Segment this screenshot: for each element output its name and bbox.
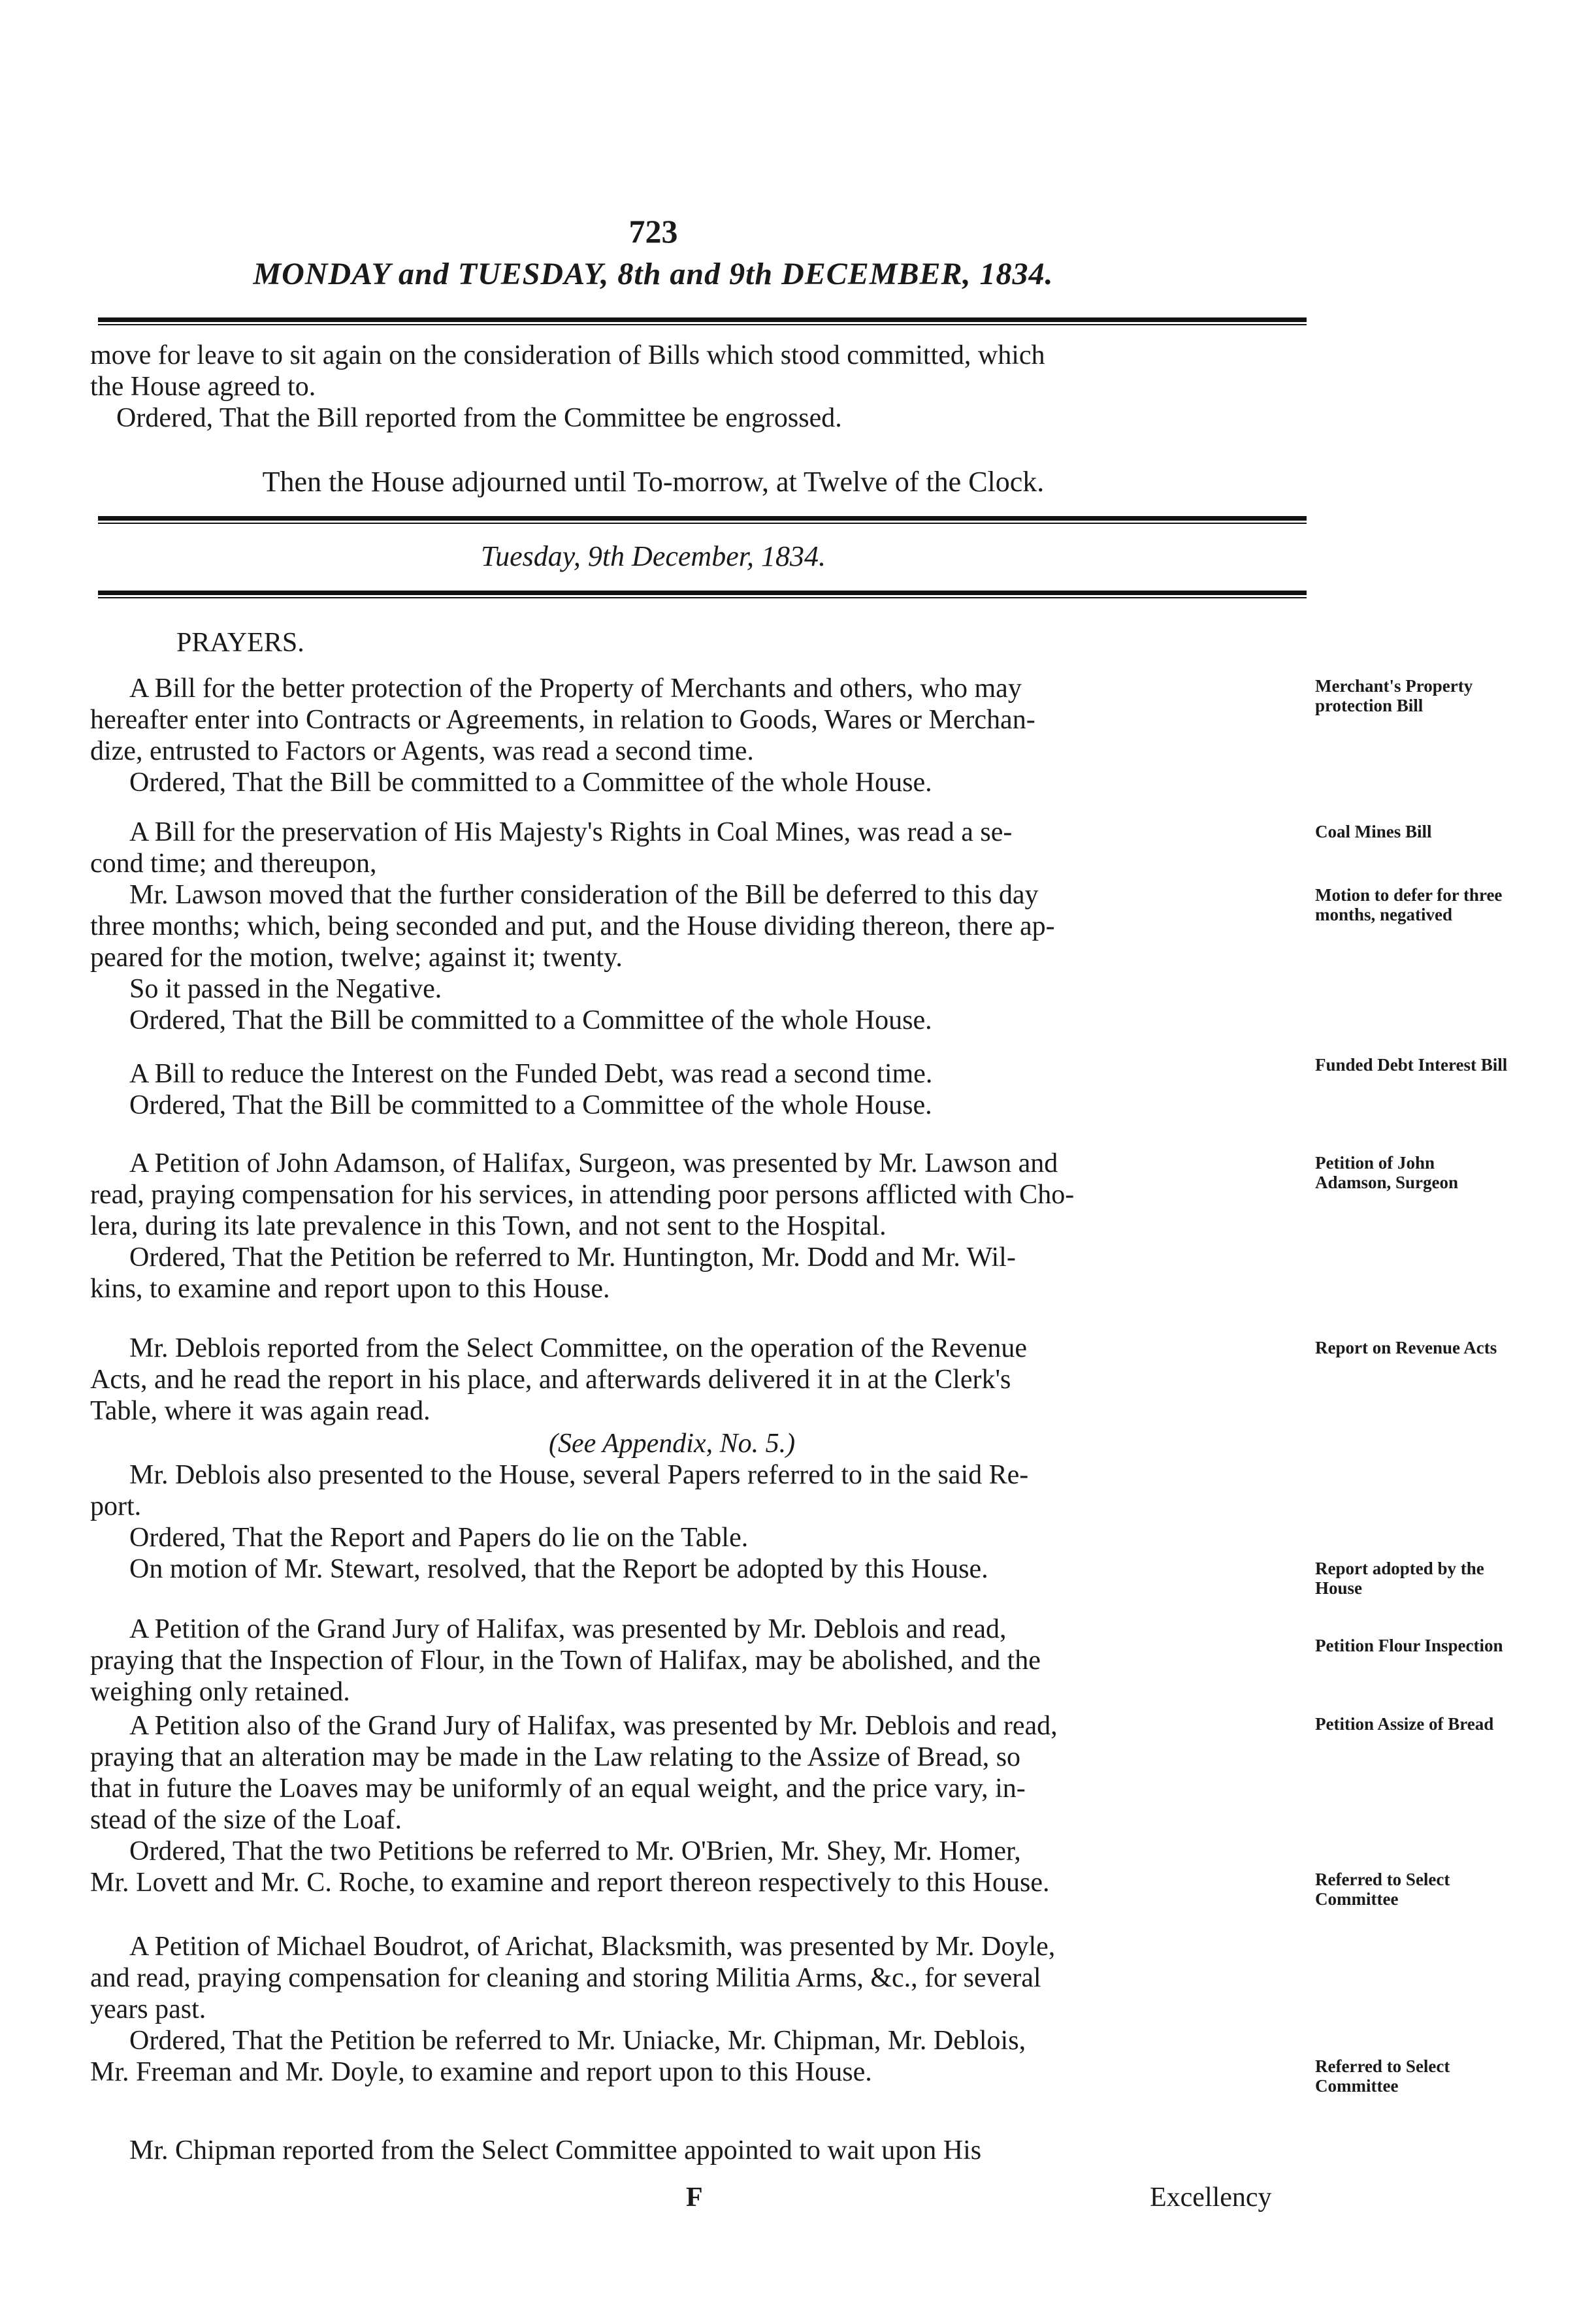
section-rule (98, 591, 1307, 598)
text-line: three months; which, being seconded and put, and the House dividing thereon, there ap- (90, 911, 1055, 941)
running-header: MONDAY and TUESDAY, 8th and 9th DECEMBER, 1834. (253, 257, 1054, 291)
text-line: stead of the size of the Loaf. (90, 1805, 402, 1835)
text-line: A Bill for the better protection of the Property of Merchants and others, who may (129, 673, 1022, 704)
text-line: praying that an alteration may be made in the Law relating to the Assize of Bread, so (90, 1742, 1021, 1772)
appendix-reference: (See Appendix, No. 5.) (549, 1429, 796, 1459)
paragraph-merchant-bill (90, 673, 1302, 798)
text-line: So it passed in the Negative. (129, 974, 442, 1004)
text-line: hereafter enter into Contracts or Agreements, in relation to Goods, Wares or Merchan- (90, 705, 1035, 735)
margin-note: Petition Assize of Bread (1315, 1714, 1494, 1734)
text-line: the House agreed to. (90, 372, 316, 402)
text-line: Mr. Chipman reported from the Select Committee appointed to wait upon His (129, 2135, 982, 2165)
paragraph-adamson (90, 1148, 1302, 1305)
text-line: Mr. Lovett and Mr. C. Roche, to examine and report thereon respectively to this House. (90, 1868, 1050, 1898)
bread-block (90, 1710, 1302, 1898)
text-line: that in future the Loaves may be uniformly of an equal weight, and the price vary, in- (90, 1774, 1026, 1804)
paragraph-funded-debt (90, 1058, 1302, 1121)
signature-mark: F (686, 2182, 703, 2213)
text-line: kins, to examine and report upon to this House. (90, 1274, 610, 1304)
top-block (90, 340, 1302, 434)
text-line: port. (90, 1491, 142, 1521)
text-line: Ordered, That the Petition be referred to Mr. Huntington, Mr. Dodd and Mr. Wil- (129, 1242, 1016, 1273)
page-number: 723 (628, 213, 678, 250)
text-line: A Petition also of the Grand Jury of Halifax, was presented by Mr. Deblois and read, (129, 1711, 1058, 1741)
text-line: A Petition of Michael Boudrot, of Arichat, Blacksmith, was presented by Mr. Doyle, (129, 1932, 1056, 1962)
text-line: years past. (90, 1994, 206, 2024)
text-line: Ordered, That the Bill be committed to a Committee of the whole House. (129, 1090, 932, 1120)
text-line: Mr. Lawson moved that the further consideration of the Bill be deferred to this day (129, 880, 1039, 910)
text-line: Ordered, That the Bill be committed to a Committee of the whole House. (129, 768, 932, 798)
margin-note: Referred to Select Committee (1315, 2056, 1450, 2096)
text-line: Mr. Deblois also presented to the House, several Papers referred to in the said Re- (129, 1460, 1029, 1490)
text-line: A Bill for the preservation of His Majesty's Rights in Coal Mines, was read a se- (129, 817, 1013, 847)
margin-note: Petition Flour Inspection (1315, 1636, 1503, 1655)
section-rule (98, 516, 1307, 524)
margin-note: Coal Mines Bill (1315, 822, 1432, 841)
text-line: A Petition of John Adamson, of Halifax, Surgeon, was presented by Mr. Lawson and (129, 1148, 1058, 1178)
margin-note: Referred to Select Committee (1315, 1870, 1450, 1909)
text-line: peared for the motion, twelve; against it; twenty. (90, 943, 623, 973)
margin-note: Report adopted by the House (1315, 1559, 1484, 1598)
prayers-heading: PRAYERS. (176, 628, 304, 658)
margin-note: Report on Revenue Acts (1315, 1338, 1497, 1357)
header-rule (98, 317, 1307, 325)
text-line: Ordered, That the two Petitions be referred to Mr. O'Brien, Mr. Shey, Mr. Homer, (129, 1836, 1021, 1866)
text-line: Ordered, That the Petition be referred to Mr. Uniacke, Mr. Chipman, Mr. Deblois, (129, 2026, 1026, 2056)
text-line: move for leave to sit again on the consideration of Bills which stood committed, which (90, 340, 1045, 370)
text-line: dize, entrusted to Factors or Agents, was read a second time. (90, 736, 754, 766)
margin-note: Motion to defer for three months, negatived (1315, 885, 1503, 924)
text-line: lera, during its late prevalence in this Town, and not sent to the Hospital. (90, 1211, 887, 1241)
catchword: Excellency (1150, 2182, 1272, 2213)
adjourn-line: Then the House adjourned until To-morrow, at Twelve of the Clock. (262, 466, 1045, 498)
text-line: read, praying compensation for his services, in attending poor persons afflicted with Cho- (90, 1180, 1075, 1210)
text-line: Ordered, That the Bill be committed to a Committee of the whole House. (129, 1005, 932, 1035)
text-line: A Petition of the Grand Jury of Halifax, was presented by Mr. Deblois and read, (129, 1614, 1007, 1644)
text-line: Table, where it was again read. (90, 1396, 431, 1426)
text-line: A Bill to reduce the Interest on the Funded Debt, was read a second time. (129, 1059, 933, 1089)
text-line: Ordered, That the Report and Papers do lie on the Table. (129, 1523, 749, 1553)
boudrot-block (90, 1931, 1302, 2088)
text-line: Acts, and he read the report in his place, and afterwards delivered it in at the Clerk's (90, 1365, 1011, 1395)
text-line: weighing only retained. (90, 1677, 350, 1707)
text-line: Mr. Deblois reported from the Select Committee, on the operation of the Revenue (129, 1333, 1027, 1363)
text-line: and read, praying compensation for cleaning and storing Militia Arms, &c., for several (90, 1963, 1041, 1993)
text-line: cond time; and thereupon, (90, 849, 377, 879)
paragraph-revenue-report (90, 1333, 1302, 1427)
margin-note: Merchant's Property protection Bill (1315, 676, 1473, 715)
text-line: Mr. Freeman and Mr. Doyle, to examine and report upon to this House. (90, 2057, 872, 2087)
text-line: Ordered, That the Bill reported from the Committee be engrossed. (116, 403, 842, 433)
last-line (90, 2135, 1302, 2166)
margin-note: Petition of John Adamson, Surgeon (1315, 1153, 1459, 1192)
deblois-block (90, 1459, 1302, 1585)
grand-jury-block (90, 1614, 1302, 1708)
text-line: praying that the Inspection of Flour, in the Town of Halifax, may be abolished, and the (90, 1646, 1041, 1676)
paragraph-coal-mines (90, 817, 1302, 1036)
text-line: On motion of Mr. Stewart, resolved, that the Report be adopted by this House. (129, 1554, 988, 1584)
date-heading: Tuesday, 9th December, 1834. (481, 540, 826, 572)
margin-note: Funded Debt Interest Bill (1315, 1055, 1508, 1075)
